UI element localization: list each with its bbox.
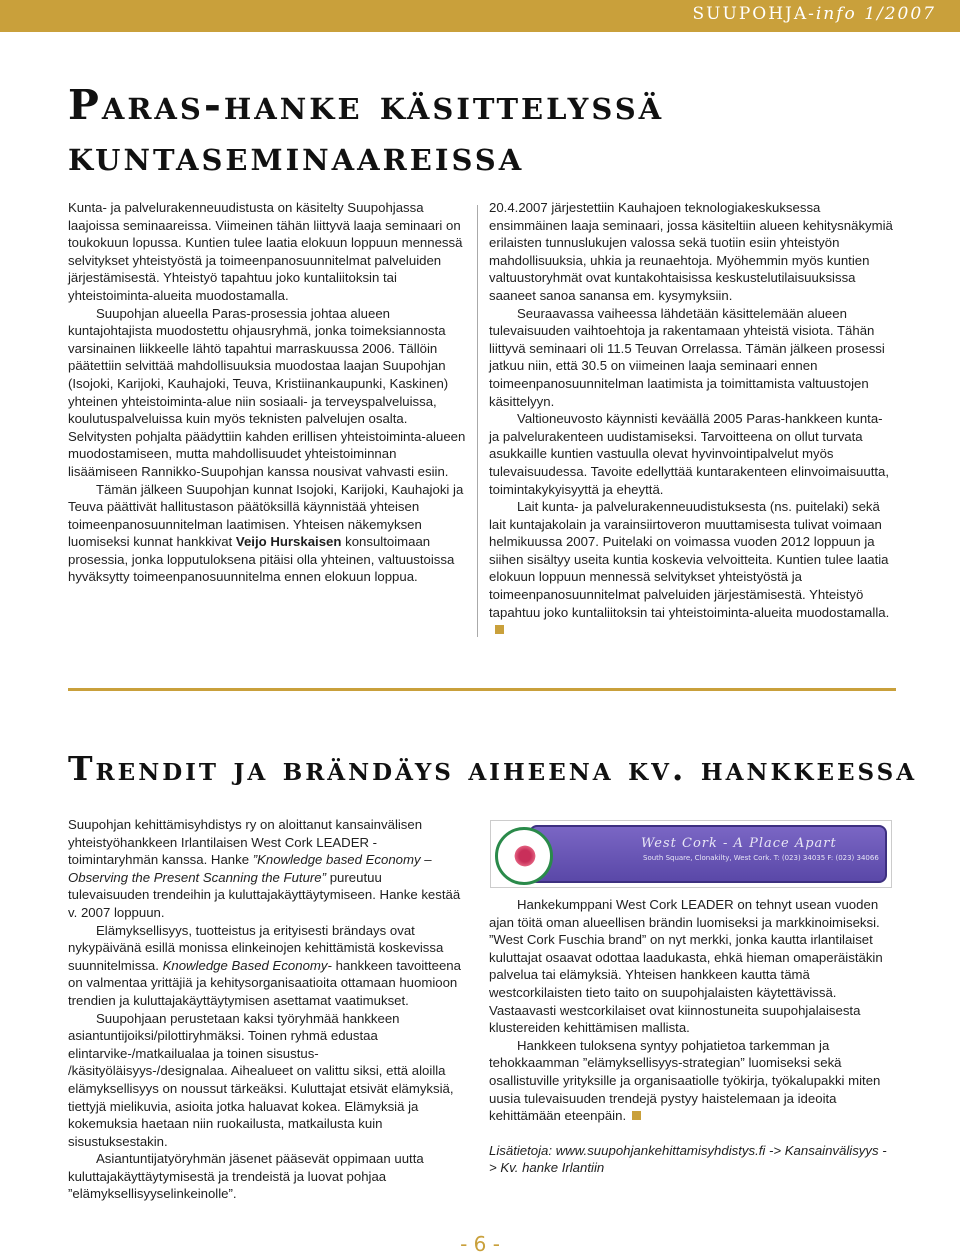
page-number: - 6 - <box>460 1232 500 1256</box>
person-name: Veijo Hurskaisen <box>235 534 342 550</box>
paragraph-text: Elämyksellisyys, tuotteistus ja erityisesti brändays ovat nykypäivänä esillä monissa elinkeinojen kehittämistä koskevissa suunnitelmissa. <box>68 922 444 973</box>
section-divider <box>68 688 896 691</box>
more-info: Lisätietoja: www.suupohjankehittamisyhdistys.fi -> Kansainvälisyys -> Kv. hanke Irlantiin <box>489 1142 887 1176</box>
paragraph-text: Lait kunta- ja palvelurakenneuudistuksesta (ns. puitelaki) sekä lait kuntajakolain ja varainsiirtoveron muuttamisesta tulivat voimaan helmikuussa 2007. Puitelaki on voimassa vuoden 2012 loppuun ja siihen sisältyy useita kuntia koskevia velvoitteita. Kuntien tulee laatia elokuun loppuun mennessä selvitykset yhteistyöstä ja toimeenpanosuunnitelmat palveluiden järjestämisestä. Yhteistyö tapahtuu joko kuntaliitoksin tai yhteistoiminta-alueita muodostamalla. <box>489 499 890 620</box>
paragraph: Seuraavassa vaiheessa lähdetään käsittelemään alueen tulevaisuuden vaihtoehtoja ja rakentamaan yhteistä visiota. Tähän liittyvä seminaari oli 11.5 Teuvan Orrelassa. Tämän jälkeen prosessi jatkuu niin, että 30.5 on viimeinen laaja seminaari ennen toimeenpanosuunnitelman laatimista ja toimittamista valtuustojen käsittelyyn. <box>489 305 885 409</box>
article-column-left <box>68 816 466 1203</box>
paragraph-text: hankkeen tavoitteena on valmentaa yrittäjiä ja kehitysorganisaatioita ottamaan huomioon trendien ja kuluttajakäyttäytymisen asettamat vaatimukset. <box>68 957 461 1008</box>
paragraph: 20.4.2007 järjestettiin Kauhajoen teknologiakeskuksessa ensimmäinen laaja seminaari, jossa käsiteltiin alueen kehitysnäkymiä erilaisten tunnuslukujen valossa sekä tuotiin esiin yhteistyön mahdollisuuksia, uhkia ja reunaehtoja. Myöhemmin myös kuntien valtuustoryhmät ovat kuntakohtaisissa keskustelutilaisuuksissa saaneet sanoa sanansa em. kysymyksiin. <box>489 200 893 303</box>
end-mark-icon <box>632 1111 641 1120</box>
paragraph-text: Suupohjan kehittämisyhdistys ry on aloittanut kansainvälisen yhteistyöhankkeen Irlantilaisen West Cork LEADER -toimintaryhmän kanssa. Hanke <box>68 817 423 868</box>
column-divider <box>477 205 478 637</box>
paragraph: Valtioneuvosto käynnisti keväällä 2005 Paras-hankkeen kunta- ja palvelurakenteen uudistamiseksi. Tarvoitteena on ollut turvata asukkaille kuntien vastuulla olevat hyvinvointipalvelut myös tulevaisuudessa. Tavoite edellyttää kuntarakenteen elinvoimaisuutta, toimintakykyisyyttä ja eheyttä. <box>489 411 890 497</box>
project-name: ”Knowledge based Economy – Observing the Present Scanning the Future” <box>68 852 432 885</box>
paragraph-text: Tämän jälkeen Suupohjan kunnat Isojoki, Karijoki, Kauhajoki ja Teuva päättivät hallitustason päätöksillä käynnistää yhteisen toimeenpanosuunnitelman laatimisen. Yhteisen näkemyksen luomiseksi kunnat hankkivat <box>68 481 464 550</box>
publication-brand: SUUPOHJA- <box>692 4 816 24</box>
paragraph-text: konsultoimaan prosessia, jonka lopputuloksena pitäisi olla yhteinen, valtuustoissa hyväksytty toimeenpanosuunnitelma ennen elokuun loppua. <box>68 534 455 585</box>
fuchsia-logo-icon <box>495 827 553 885</box>
article-title: Paras-hanke käsittelyssä kuntaseminaareissa <box>68 81 665 181</box>
banner-title: West Cork - A Place Apart <box>641 836 837 851</box>
project-name: Knowledge Based Economy- <box>162 957 332 973</box>
paragraph: Asiantuntijatyöryhmän jäsenet pääsevät oppimaan uutta kuluttajakäyttäytymisestä ja trendeistä ja luovat pohjaa ”elämyksellisyyselinkeinolle”. <box>68 1151 424 1202</box>
article-title: Trendit ja brändäys aiheena kv. hankkeessa <box>68 749 918 788</box>
publication-header <box>693 4 936 24</box>
paragraph <box>489 498 894 639</box>
paragraph <box>489 1037 894 1125</box>
paragraph <box>68 922 466 1010</box>
paragraph: Suupohjaan perustetaan kaksi työryhmää hankkeen asiantuntijoiksi/pilottiryhmäksi. Toinen ryhmä edustaa elintarvike-/matkailualaa ja toinen sisustus- /käsityöläisyys-/designalaa. Aihealueet on valittu siksi, että aloilla elämyksellisyys on noussut tärkeäksi. Kuluttajat etsivät elämyksiä, tiettyjä mielikuvia, asioita jotka haluavat kokea. Elämyksiä ja kokemuksia haetaan niin ruokailusta, matkailusta kuin sisustuksestakin. <box>68 1010 454 1149</box>
fuchsia-flower-icon <box>513 844 537 868</box>
paragraph-text: pureutuu tulevaisuuden trendeihin ja kuluttajakäyttäytymiseen. Hanke kestää v. 2007 loppuun. <box>68 869 461 920</box>
paragraph: Kunta- ja palvelurakenneuudistusta on käsitelty Suupohjassa laajoissa seminaareissa. Viimeinen tähän liittyvä laaja seminaari on toukokuun lopussa. Kuntien tulee laatia elokuun loppuun mennessä selvitykset yhteistyöstä ja toimeenpanosuunnitelmat palveluiden järjestämisestä. Yhteistyö tapahtuu joko kuntaliitoksin tai yhteistoiminta-alueita muodostamalla. <box>68 200 463 303</box>
banner-background <box>529 825 887 883</box>
end-mark-icon <box>495 625 504 634</box>
article-column-right <box>489 199 894 639</box>
paragraph: Hankekumppani West Cork LEADER on tehnyt usean vuoden ajan töitä oman alueellisen brändin luomiseksi ja markkinoimiseksi. ”West Cork Fuschia brand” on nyt merkki, jonka kautta irlantilaiset kuluttajat osaavat odottaa laadukasta, ehkä hieman omaperäistäkin palvelua tai elämyksiä. Yhteisen hankkeen kautta tämä westcorkilaisten tieto taito on suupohjalaisten käytettävissä. Vastaavasti westcorkilaiset ovat kiinnostuneita suupohjalaisesta klustereiden kehittämisen mallista. <box>489 897 883 1036</box>
paragraph: Suupohjan alueella Paras-prosessia johtaa alueen kuntajohtajista muodostettu ohjausryhmä, jonka toimeksiannosta varsinainen liikkeelle lähtö tapahtui marraskuussa 2006. Tällöin päätettiin selvittää mahdollisuuksia muodostaa laajan Suupohjan (Isojoki, Karijoki, Kauhajoki, Teuva, Kristiinankaupunki, Kaskinen) yhteinen yhteistoiminta-alue niin sosiaali- ja terveyspalveluissa, koulutuspalveluissa kuin myös teknisten palvelujen osalta. Selvitysten pohjalta päädyttiin kahden erillisen yhteistoiminta-alueen muodostamiseen, mutta mahdollisuudet yhteistoiminnan lisäämiseen Rannikko-Suupohjan kanssa nousivat vahvasti esiin. <box>68 305 466 479</box>
article-column-right <box>489 896 894 1177</box>
paragraph-text: Hankkeen tuloksena syntyy pohjatietoa tarkemman ja tehokkaamman ”elämyksellisyys-strategian” luomiseksi sekä osallistuville yrityksille ja organisaatiolle työkirja, työkalupakki miten uusia tulevaisuuden trendejä pystyy haistelemaan ja ideoita kehittämään eteenpäin. <box>489 1037 881 1124</box>
header-bar <box>0 0 960 32</box>
article-column-left <box>68 199 466 586</box>
paragraph <box>68 481 466 587</box>
west-cork-banner-image <box>490 820 892 888</box>
banner-address: South Square, Clonakilty, West Cork. T: (023) 34035 F: (023) 34066 <box>643 854 879 862</box>
paragraph <box>68 816 466 922</box>
publication-issue: info 1/2007 <box>815 4 936 24</box>
